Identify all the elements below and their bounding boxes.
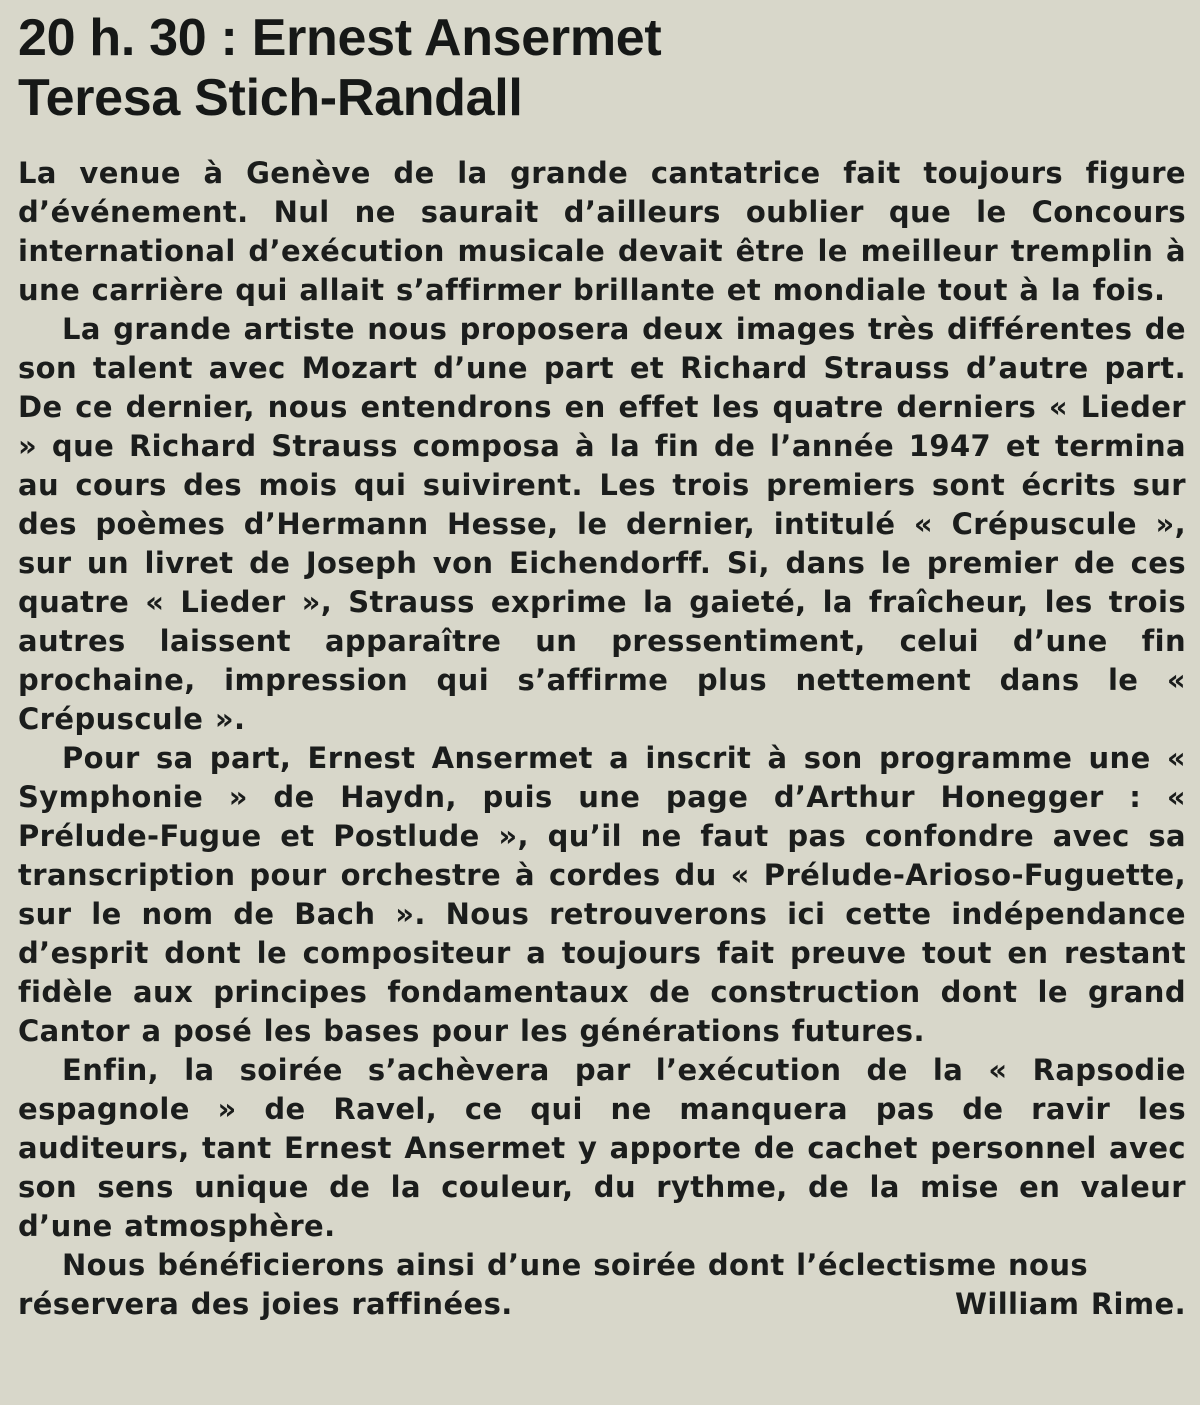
paragraph-closing-line-1: Nous bénéficierons ainsi d’une soirée dont l’éclectisme nous (62, 1248, 1089, 1282)
closing-row (18, 1285, 1186, 1324)
article-headline (18, 8, 1186, 128)
headline-line-2: Teresa Stich-Randall (18, 69, 523, 127)
paragraph-intro: La venue à Genève de la grande cantatrice fait toujours figure d’événement. Nul ne saurait d’ailleurs oublier que le Concours international d’exécution musicale devait être le meilleur tremplin à une carrière qui allait s’affirmer brillante et mondiale tout à la fois. (18, 156, 1186, 307)
headline-line-1: 20 h. 30 : Ernest Ansermet (18, 9, 662, 67)
paragraph-ansermet: Pour sa part, Ernest Ansermet a inscrit à son programme une « Symphonie » de Haydn, puis une page d’Arthur Honegger : « Prélude-Fugue et Postlude », qu’il ne faut pas confondre avec sa transcription pour orchestre à cordes du « Prélude-Arioso-Fuguette, sur le nom de Bach ». Nous retrouverons ici cette indépendance d’esprit dont le compositeur a toujours fait preuve tout en restant fidèle aux principes fondamentaux de construction dont le grand Cantor a posé les bases pour les générations futures. (18, 741, 1186, 1048)
article-body (18, 154, 1186, 1324)
paragraph-strauss: La grande artiste nous proposera deux images très différentes de son talent avec Mozart d’une part et Richard Strauss d’autre part. De ce dernier, nous entendrons en effet les quatre derniers « Lieder » que Richard Strauss composa à la fin de l’année 1947 et termina au cours des mois qui suivirent. Les trois premiers sont écrits sur des poèmes d’Hermann Hesse, le dernier, intitulé « Crépuscule », sur un livret de Joseph von Eichendorff. Si, dans le premier de ces quatre « Lieder », Strauss exprime la gaieté, la fraîcheur, les trois autres laissent apparaître un pressentiment, celui d’une fin prochaine, impression qui s’affirme plus nettement dans le « Crépuscule ». (18, 312, 1186, 736)
paragraph-closing-line-2: réservera des joies raffinées. (18, 1287, 513, 1321)
paragraph-ravel: Enfin, la soirée s’achèvera par l’exécution de la « Rapsodie espagnole » de Ravel, ce qui ne manquera pas de ravir les auditeurs, tant Ernest Ansermet y apporte de cachet personnel avec son sens unique de la couleur, du rythme, de la mise en valeur d’une atmosphère. (18, 1053, 1186, 1243)
author-signature: William Rime. (954, 1287, 1186, 1321)
